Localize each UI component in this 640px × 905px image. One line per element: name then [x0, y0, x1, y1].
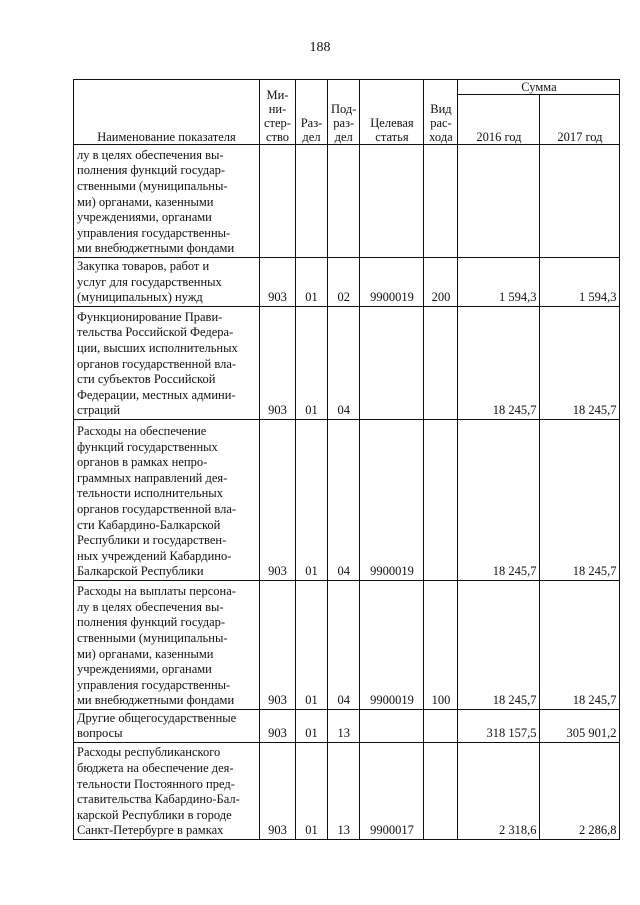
row-name: Функционирование Прави- тельства Российской Федера- ции, высших исполнительных органов государственной вла- сти субъектов Российской Федерации, местных админи- страций [77, 309, 238, 418]
row-ministry: 903 [260, 307, 296, 420]
table-row [74, 581, 620, 710]
row-name: Другие общегосударственные вопросы [77, 710, 237, 741]
row-name: Закупка товаров, работ и услуг для государственных (муниципальных) нужд [77, 259, 222, 305]
row-subsection: 04 [328, 307, 360, 420]
row-ministry: 903 [260, 710, 296, 743]
row-2016: 18 245,7 [458, 307, 540, 420]
row-subsection: 13 [328, 743, 360, 840]
row-target: 9900017 [360, 743, 424, 840]
row-2017: 2 286,8 [540, 743, 620, 840]
header-subsection: Под- раз- дел [328, 80, 360, 145]
row-type [424, 710, 458, 743]
row-subsection [328, 145, 360, 258]
row-ministry: 903 [260, 420, 296, 581]
row-2016: 18 245,7 [458, 420, 540, 581]
row-2016 [458, 145, 540, 258]
row-2017: 18 245,7 [540, 307, 620, 420]
row-subsection: 02 [328, 258, 360, 307]
row-target: 9900019 [360, 258, 424, 307]
header-section: Раз- дел [296, 80, 328, 145]
header-target: Целевая статья [360, 80, 424, 145]
row-target: 9900019 [360, 581, 424, 710]
row-ministry: 903 [260, 258, 296, 307]
header-2016: 2016 год [458, 95, 540, 145]
table-row [74, 258, 620, 307]
row-section: 01 [296, 743, 328, 840]
row-name: Расходы республиканского бюджета на обеспечение дея- тельности Постоянного пред- ставительства Кабардино-Бал- карской Республики в городе Санкт-Петербурге в рамках [77, 745, 240, 838]
row-target [360, 710, 424, 743]
header-2017: 2017 год [540, 95, 620, 145]
row-section: 01 [296, 420, 328, 581]
table-row [74, 307, 620, 420]
table-row [74, 743, 620, 840]
row-2017 [540, 145, 620, 258]
row-type [424, 743, 458, 840]
row-type: 200 [424, 258, 458, 307]
row-2017: 1 594,3 [540, 258, 620, 307]
row-type [424, 420, 458, 581]
row-target [360, 307, 424, 420]
row-target [360, 145, 424, 258]
row-2016: 318 157,5 [458, 710, 540, 743]
row-ministry: 903 [260, 581, 296, 710]
table-row [74, 420, 620, 581]
row-target: 9900019 [360, 420, 424, 581]
budget-table [73, 79, 620, 840]
row-subsection: 04 [328, 581, 360, 710]
row-section: 01 [296, 710, 328, 743]
row-2017: 18 245,7 [540, 420, 620, 581]
header-ministry: Ми- ни- стер- ство [260, 80, 296, 145]
row-2016: 1 594,3 [458, 258, 540, 307]
row-ministry: 903 [260, 743, 296, 840]
header-name: Наименование показателя [74, 80, 260, 145]
row-type [424, 307, 458, 420]
row-section [296, 145, 328, 258]
row-subsection: 13 [328, 710, 360, 743]
table-row [74, 145, 620, 258]
row-2016: 18 245,7 [458, 581, 540, 710]
row-name: Расходы на обеспечение функций государственных органов в рамках непро- граммных направлений дея- тельности исполнительных органов государственной вла- сти Кабардино-Балкарской Республики и государствен- ных учреждений Кабардино- Балкарской Республики [77, 424, 237, 579]
row-name: Расходы на выплаты персона- лу в целях обеспечения вы- полнения функций государ- ственными (муниципальны- ми) органами, казенными учреждениями, органами управления государственны- ми внебюджетными фондами [77, 584, 236, 708]
row-section: 01 [296, 258, 328, 307]
header-type: Вид рас- хода [424, 80, 458, 145]
row-type: 100 [424, 581, 458, 710]
table-row [74, 710, 620, 743]
row-ministry [260, 145, 296, 258]
row-section: 01 [296, 581, 328, 710]
page-number: 188 [309, 40, 331, 55]
header-sum: Сумма [458, 80, 620, 95]
row-name: лу в целях обеспечения вы- полнения функций государ- ственными (муниципальны- ми) органами, казенными учреждениями, органами управления государственны- ми внебюджетными фондами [77, 147, 235, 256]
row-type [424, 145, 458, 258]
row-subsection: 04 [328, 420, 360, 581]
row-2017: 18 245,7 [540, 581, 620, 710]
row-2017: 305 901,2 [540, 710, 620, 743]
row-2016: 2 318,6 [458, 743, 540, 840]
row-section: 01 [296, 307, 328, 420]
